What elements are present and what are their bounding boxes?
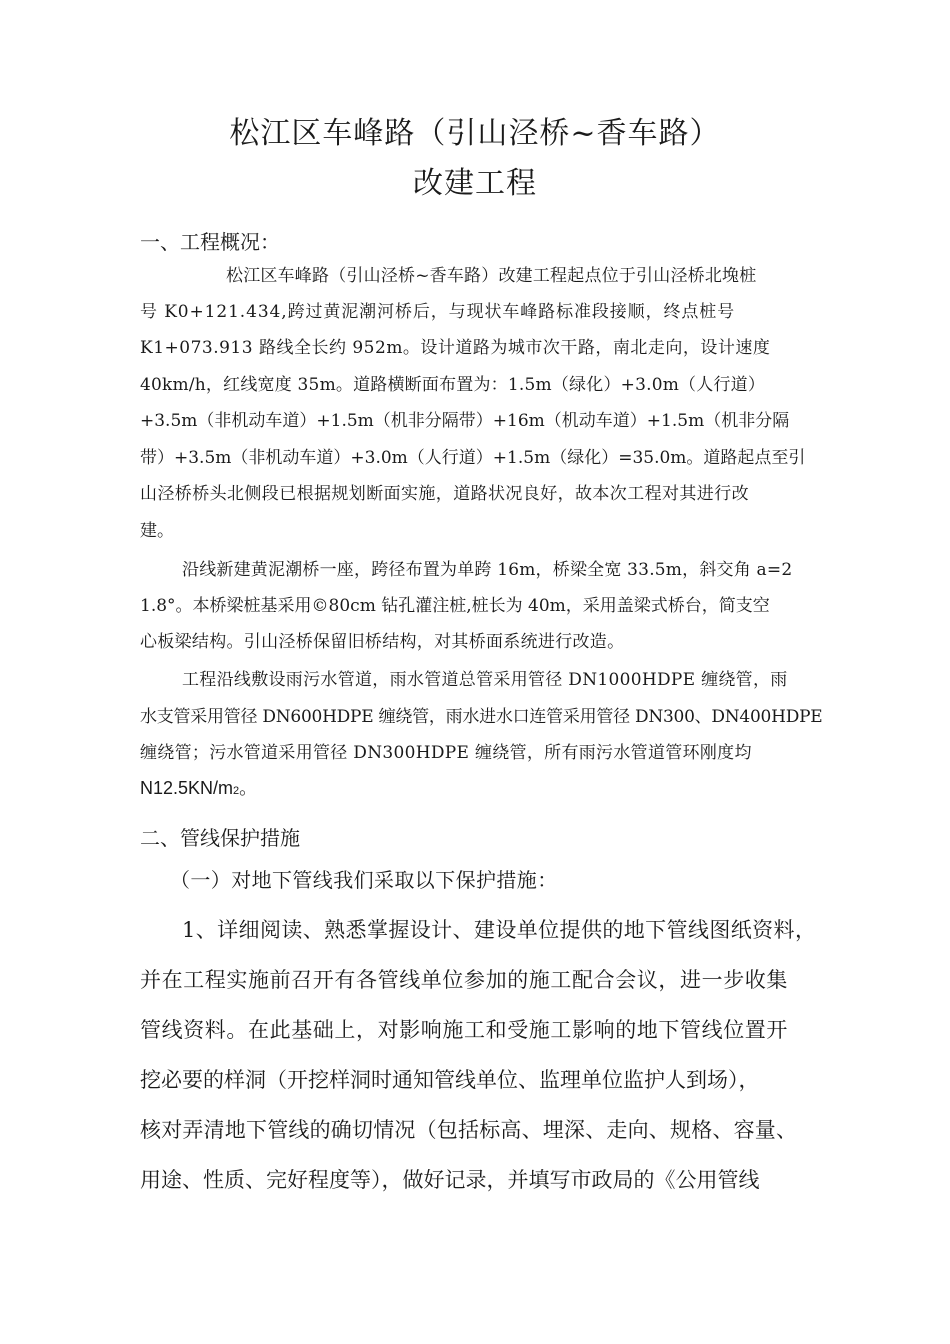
section-heading-pipeline-protection: 二、管线保护措施 — [140, 826, 300, 850]
paragraph-line: 40km/h，红线宽度 35m。道路横断面布置为：1.5m（绿化）+3.0m（人行道） — [140, 375, 766, 395]
paragraph-line: 心板梁结构。引山泾桥保留旧桥结构，对其桥面系统进行改造。 — [140, 632, 625, 652]
subsection-heading: （一）对地下管线我们采取以下保护措施： — [170, 868, 558, 892]
paragraph-line: 号 K0+121.434,跨过黄泥潮河桥后，与现状车峰路标准段接顺，终点桩号 — [140, 302, 736, 322]
paragraph-line: 带）+3.5m（非机动车道）+3.0m（人行道）+1.5m（绿化）=35.0m。道路起点至引 — [140, 448, 806, 468]
paragraph-line: +3.5m（非机动车道）+1.5m（机非分隔带）+16m（机动车道）+1.5m（机非分隔 — [140, 411, 790, 431]
paragraph-line: 沿线新建黄泥潮桥一座，跨径布置为单跨 16m，桥梁全宽 33.5m，斜交角 a=2 — [182, 560, 793, 580]
paragraph-line: 1.8°。本桥梁桩基采用©80cm 钻孔灌注桩,桩长为 40m，采用盖梁式桥台，简支空 — [140, 596, 770, 616]
item-line: 核对弄清地下管线的确切情况（包括标高、埋深、走向、规格、容量、 — [140, 1118, 798, 1142]
item-line: 管线资料。在此基础上，对影响施工和受施工影响的地下管线位置开 — [140, 1018, 788, 1042]
item-line: 用途、性质、完好程度等），做好记录，并填写市政局的《公用管线 — [140, 1168, 760, 1192]
stiffness-unit-subscript: 2 — [233, 785, 240, 797]
stiffness-period: 。 — [239, 778, 258, 798]
paragraph-line: 水支管采用管径 DN600HDPE 缠绕管，雨水进水口连管采用管径 DN300、DN400HDPE — [140, 707, 823, 727]
paragraph-line: 工程沿线敷设雨污水管道，雨水管道总管采用管径 DN1000HDPE 缠绕管，雨 — [182, 670, 788, 690]
paragraph-line: 缠绕管；污水管道采用管径 DN300HDPE 缠绕管，所有雨污水管道管环刚度均 — [140, 743, 752, 763]
section-heading-overview: 一、工程概况： — [140, 230, 280, 254]
document-title-line2: 改建工程 — [413, 166, 537, 201]
item-line: 挖必要的样洞（开挖样洞时通知管线单位、监理单位监护人到场）， — [140, 1068, 760, 1092]
item-line: 并在工程实施前召开有各管线单位参加的施工配合会议，进一步收集 — [140, 968, 788, 992]
item-line: 1、详细阅读、熟悉掌握设计、建设单位提供的地下管线图纸资料， — [182, 918, 817, 942]
paragraph-line: 山泾桥桥头北侧段已根据规划断面实施，道路状况良好，故本次工程对其进行改 — [140, 484, 749, 504]
paragraph-line: 建。 — [140, 521, 174, 541]
paragraph-line: K1+073.913 路线全长约 952m。设计道路为城市次干路，南北走向，设计速度 — [140, 338, 771, 358]
paragraph-line-stiffness — [140, 774, 257, 800]
document-title-line1: 松江区车峰路（引山泾桥~香车路） — [229, 116, 721, 151]
stiffness-value: N12.5KN/m — [140, 778, 234, 798]
paragraph-line: 松江区车峰路（引山泾桥~香车路）改建工程起点位于引山泾桥北堍桩 — [226, 266, 757, 286]
